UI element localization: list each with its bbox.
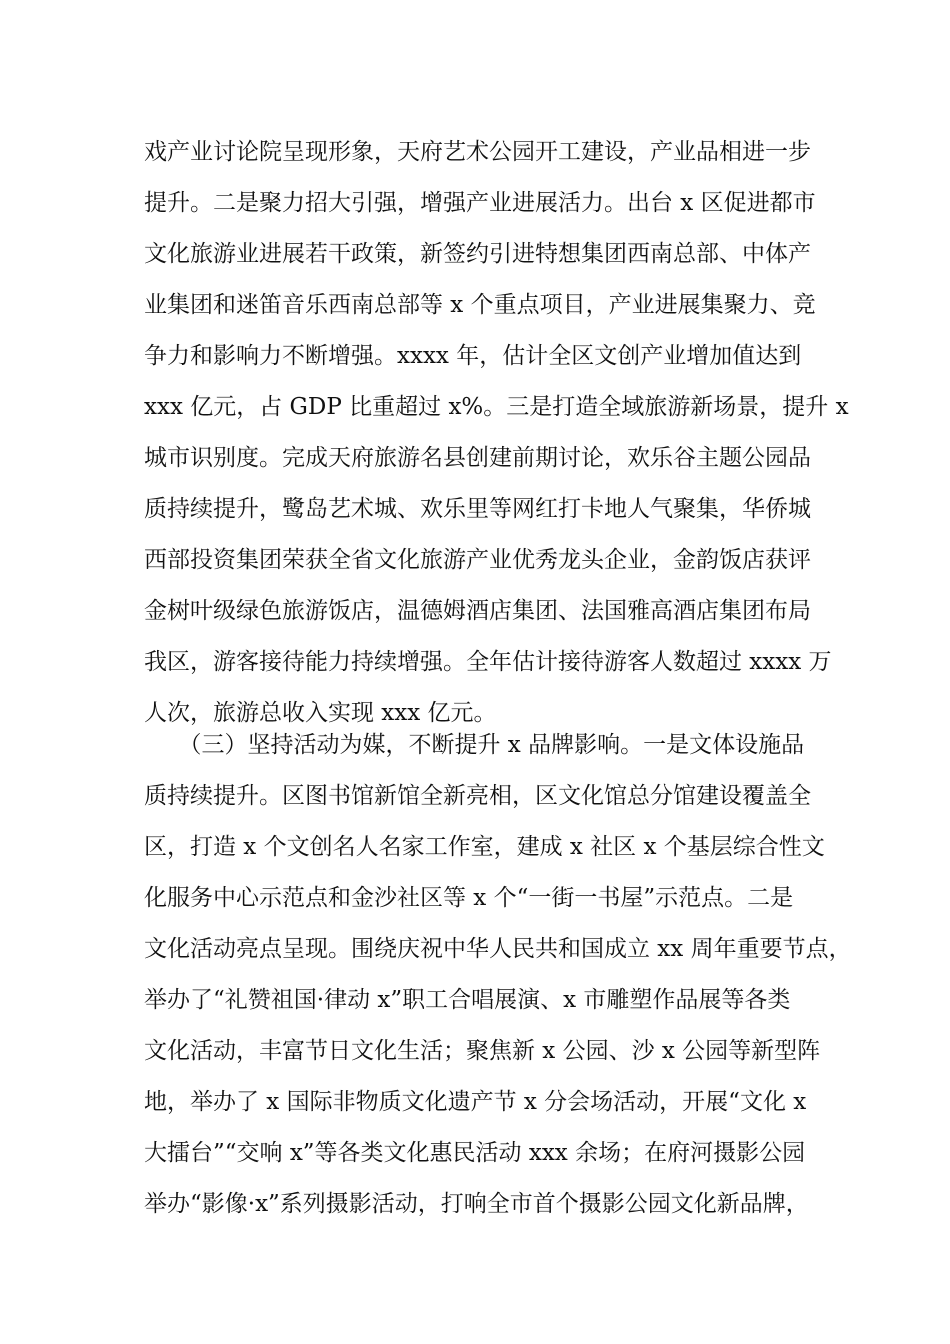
text-line: xxx 亿元，占 GDP 比重超过 x%。三是打造全域旅游新场景，提升 x — [144, 394, 849, 420]
text-line: 质持续提升，鹭岛艺术城、欢乐里等网红打卡地人气聚集，华侨城 — [144, 496, 811, 522]
text-line: （三）坚持活动为媒，不断提升 x 品牌影响。一是文体设施品 — [144, 732, 805, 758]
text-line: 我区，游客接待能力持续增强。全年估计接待游客人数超过 xxxx 万 — [144, 649, 832, 675]
text-line: 化服务中心示范点和金沙社区等 x 个“一街一书屋”示范点。二是 — [144, 885, 794, 911]
text-line: 地，举办了 x 国际非物质文化遗产节 x 分会场活动，开展“文化 x — [144, 1089, 807, 1115]
text-line: 区，打造 x 个文创名人名家工作室，建成 x 社区 x 个基层综合性文 — [144, 834, 825, 860]
text-line: 质持续提升。区图书馆新馆全新亮相，区文化馆总分馆建设覆盖全 — [144, 783, 811, 809]
text-line: 城市识别度。完成天府旅游名县创建前期讨论，欢乐谷主题公园品 — [144, 445, 811, 471]
paragraph-2 — [144, 720, 852, 1230]
text-line: 金树叶级绿色旅游饭店，温德姆酒店集团、法国雅高酒店集团布局 — [144, 598, 811, 624]
text-line: 提升。二是聚力招大引强，增强产业进展活力。出台 x 区促进都市 — [144, 190, 816, 216]
text-line: 举办了“礼赞祖国·律动 x”职工合唱展演、x 市雕塑作品展等各类 — [144, 987, 791, 1013]
paragraph-1 — [144, 127, 849, 739]
text-line: 西部投资集团荣获全省文化旅游产业优秀龙头企业，金韵饭店获评 — [144, 547, 811, 573]
text-line: 文化活动亮点呈现。围绕庆祝中华人民共和国成立 xx 周年重要节点， — [144, 936, 852, 962]
text-line: 文化活动，丰富节日文化生活；聚焦新 x 公园、沙 x 公园等新型阵 — [144, 1038, 821, 1064]
text-line: 人次，旅游总收入实现 xxx 亿元。 — [144, 700, 497, 726]
text-line: 大擂台”“交响 x”等各类文化惠民活动 xxx 余场；在府河摄影公园 — [144, 1140, 806, 1166]
text-line: 文化旅游业进展若干政策，新签约引进特想集团西南总部、中体产 — [144, 241, 811, 267]
text-line: 争力和影响力不断增强。xxxx 年，估计全区文创产业增加值达到 — [144, 343, 802, 369]
text-line: 业集团和迷笛音乐西南总部等 x 个重点项目，产业进展集聚力、竞 — [144, 292, 816, 318]
text-line: 戏产业讨论院呈现形象，天府艺术公园开工建设，产业品相进一步 — [144, 139, 811, 165]
text-line: 举办“影像·x”系列摄影活动，打响全市首个摄影公园文化新品牌， — [144, 1191, 809, 1217]
